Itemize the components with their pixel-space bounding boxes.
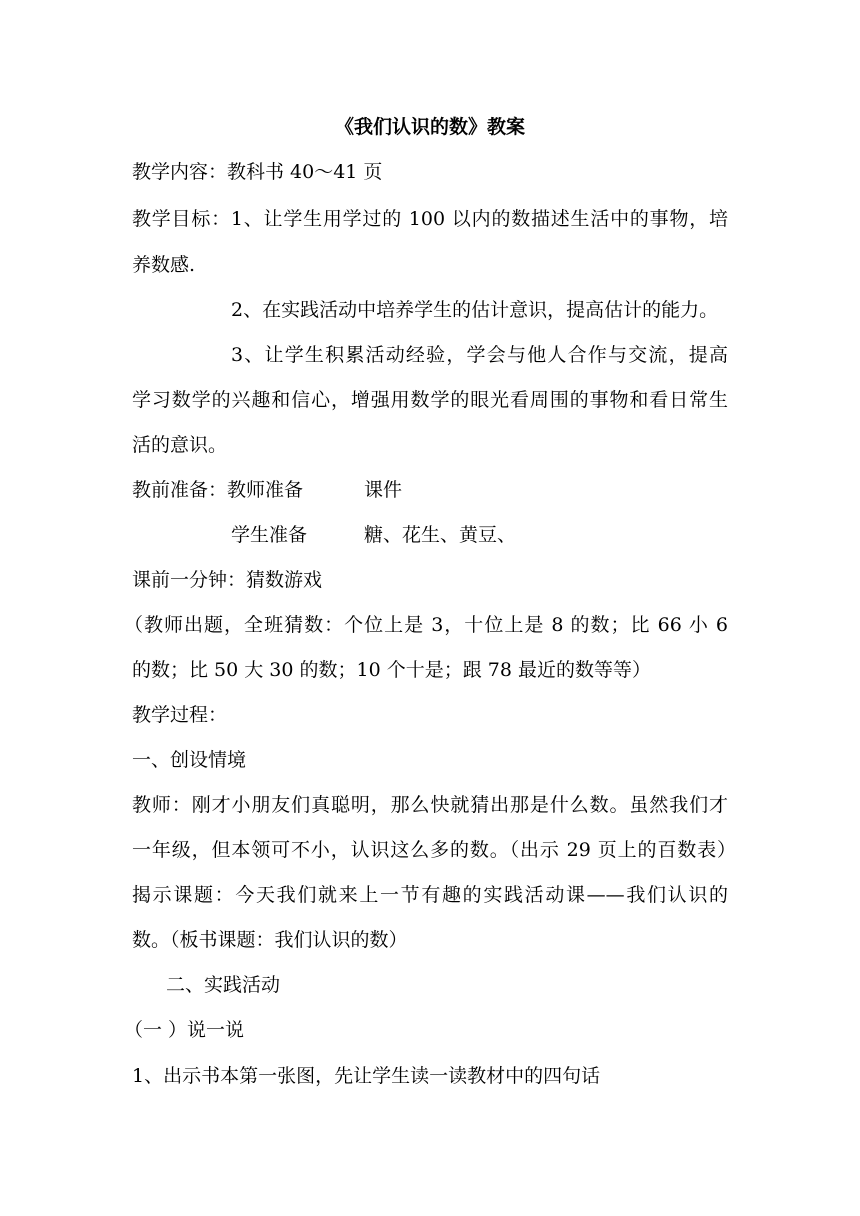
subsection-1-heading: （一 ）说一说 (124, 1019, 245, 1041)
step-1-line: 1、出示书本第一张图，先让学生读一读教材中的四句话 (132, 1065, 601, 1087)
reveal-line-b: 数。（板书课题：我们认识的数） (132, 929, 408, 951)
prep-teacher-item: 课件 (364, 479, 403, 501)
teaching-goal-3-line-a: 3、让学生积累活动经验，学会与他人合作与交流，提高 (231, 344, 728, 366)
reveal-line-a: 揭示课题：今天我们就来上一节有趣的实践活动课——我们认识的 (132, 884, 728, 906)
teaching-goal-2: 2、在实践活动中培养学生的估计意识，提高估计的能力。 (231, 299, 719, 321)
section-1-heading: 一、创设情境 (132, 749, 247, 771)
teaching-goal-3-line-c: 活的意识。 (132, 434, 228, 456)
teaching-goal-1-line-a: 教学目标：1、让学生用学过的 100 以内的数描述生活中的事物，培 (132, 208, 728, 230)
warmup-detail-line-a: （教师出题，全班猜数：个位上是 3，十位上是 8 的数；比 66 小 6 (124, 614, 728, 636)
teaching-goal-1-line-b: 养数感. (132, 254, 196, 276)
teacher-line-b: 一年级，但本领可不小，认识这么多的数。（出示 29 页上的百数表） (132, 839, 736, 861)
document-title: 《我们认识的数》教案 (334, 116, 525, 138)
teaching-content-line: 教学内容：教科书 40～41 页 (132, 161, 383, 183)
prep-label: 教前准备：教师准备 (132, 479, 304, 501)
warmup-detail-line-b: 的数；比 50 大 30 的数；10 个十是；跟 78 最近的数等等） (132, 659, 651, 681)
teacher-line-a: 教师：刚才小朋友们真聪明，那么快就猜出那是什么数。虽然我们才 (132, 794, 728, 816)
prep-student-item: 糖、花生、黄豆、 (364, 524, 517, 546)
warmup-line: 课前一分钟：猜数游戏 (132, 569, 323, 591)
teaching-goal-3-line-b: 学习数学的兴趣和信心，增强用数学的眼光看周围的事物和看日常生 (132, 389, 728, 411)
section-2-heading: 二、实践活动 (166, 974, 281, 996)
process-heading: 教学过程： (132, 704, 228, 726)
prep-student-label: 学生准备 (231, 524, 308, 546)
